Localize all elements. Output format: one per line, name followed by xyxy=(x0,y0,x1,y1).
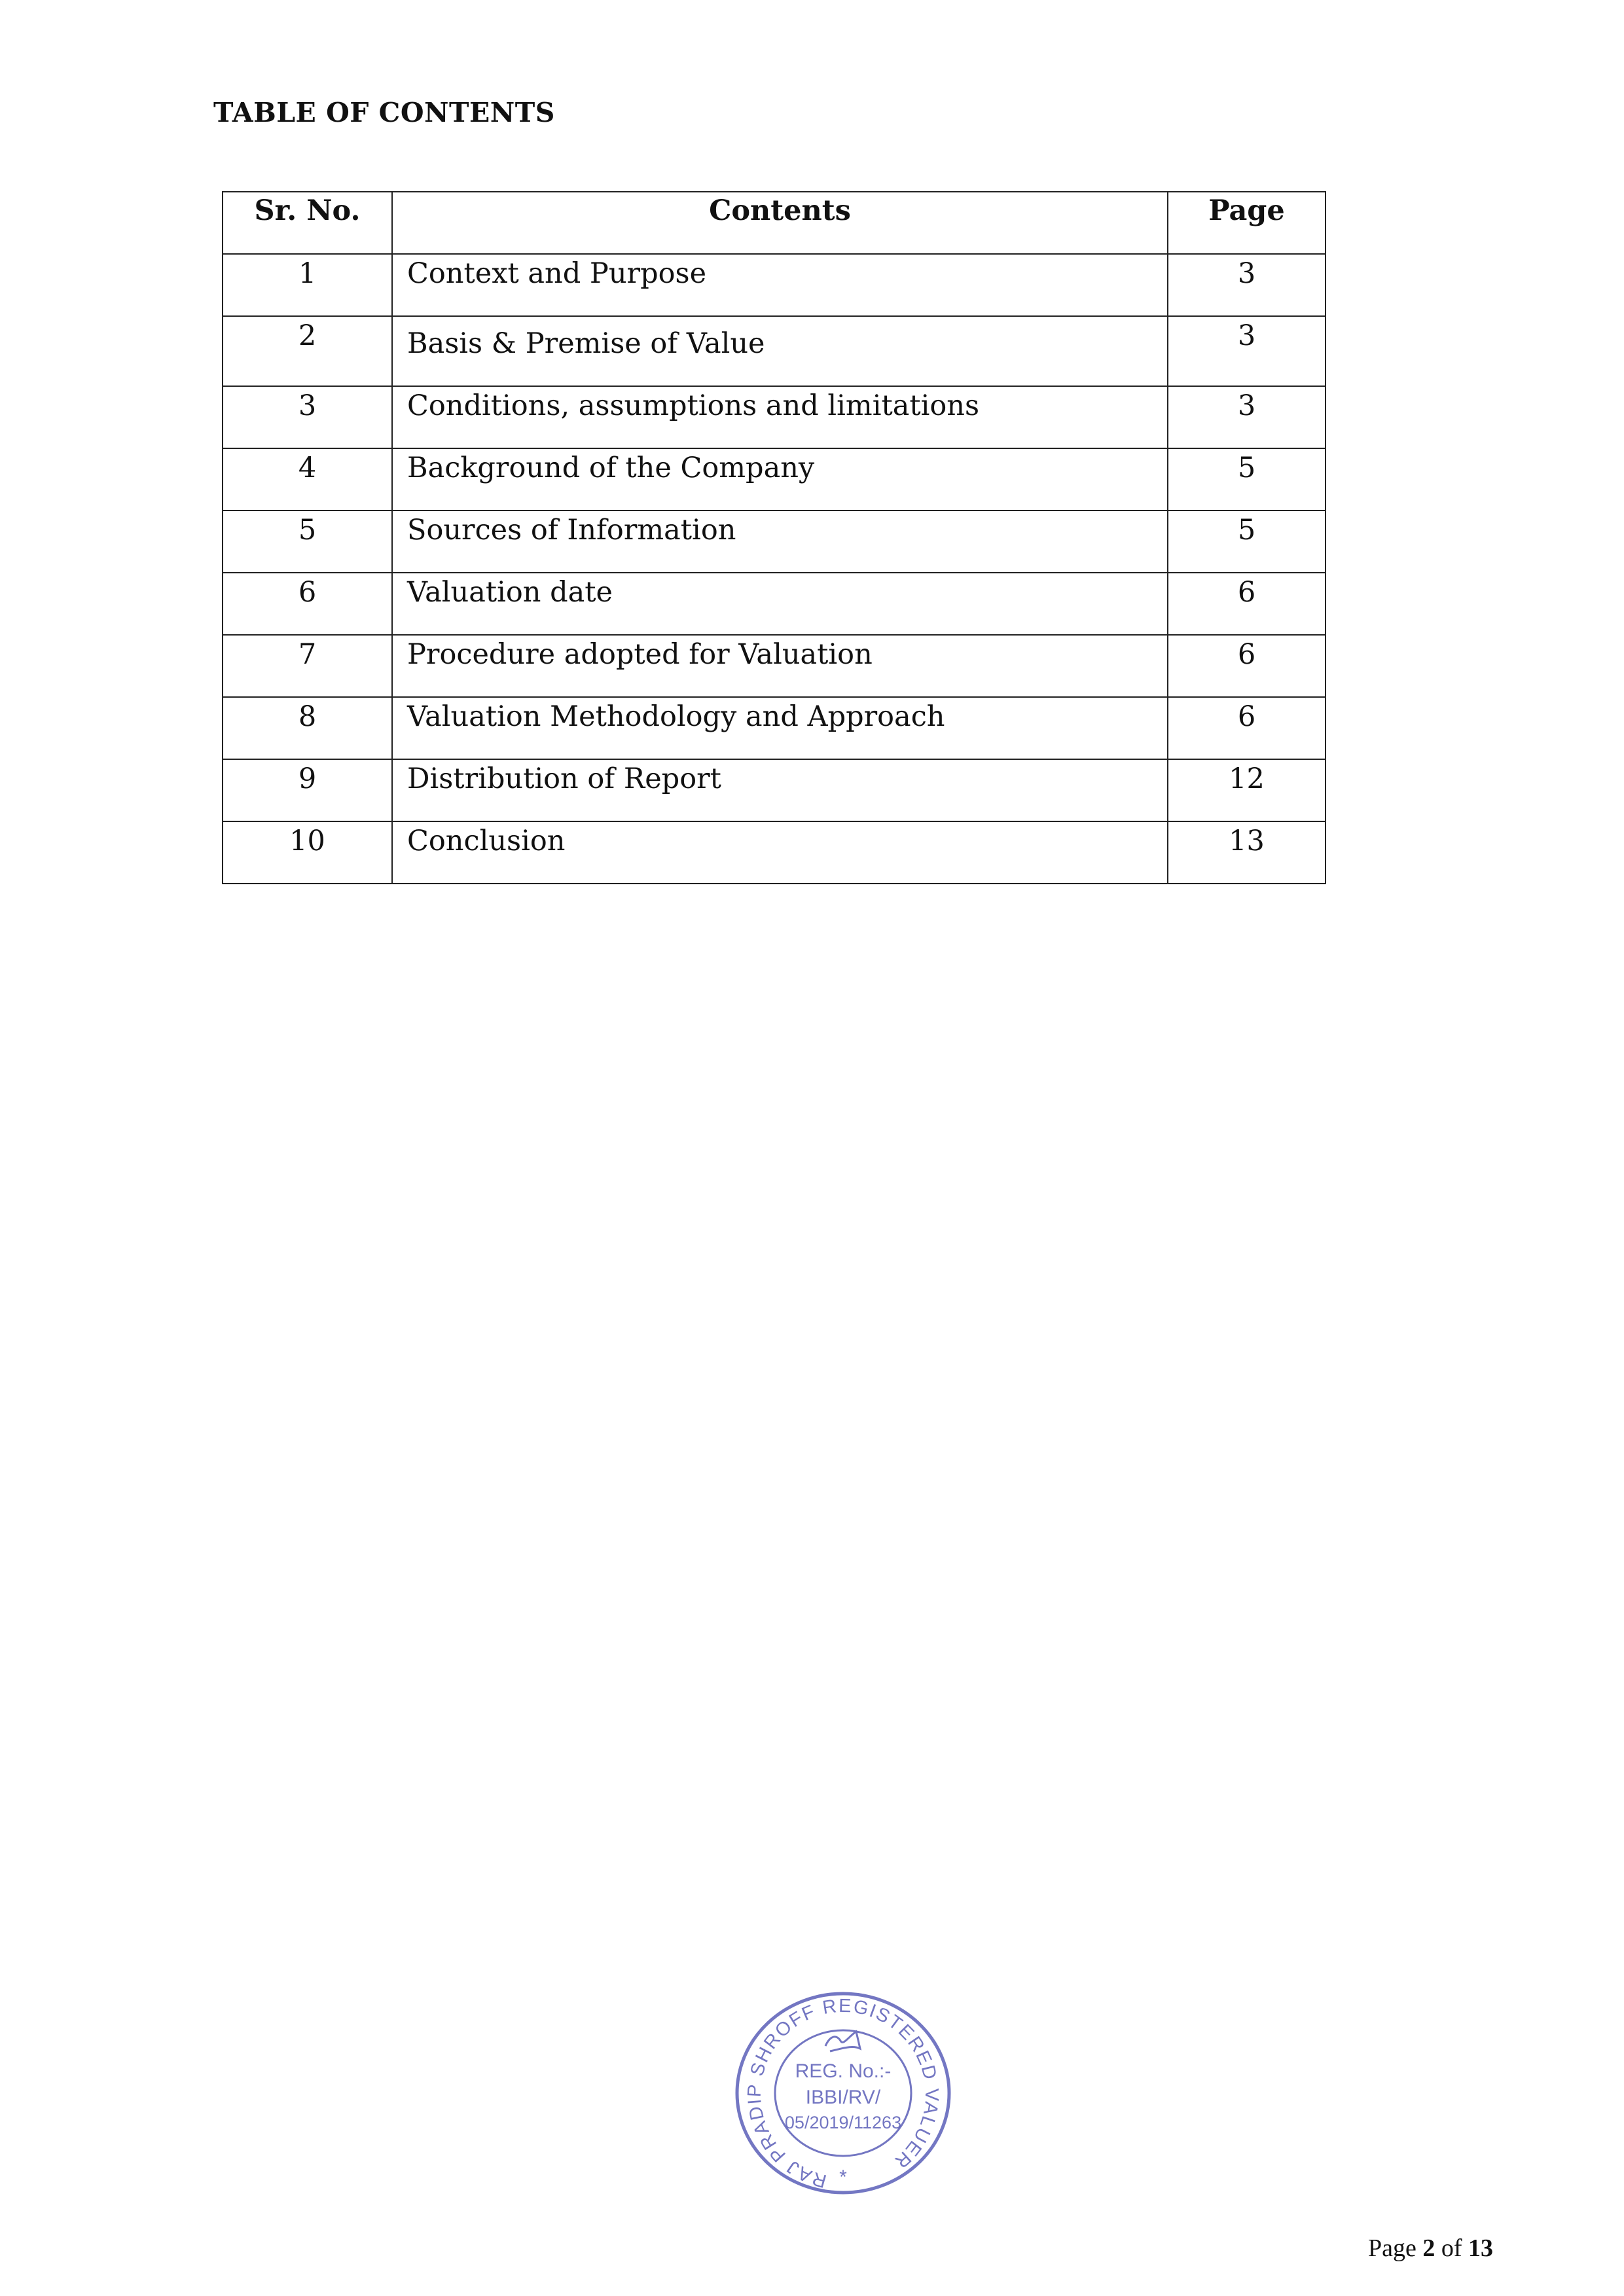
table-row xyxy=(223,316,1326,386)
contents-cell: Valuation Methodology and Approach xyxy=(392,697,1168,759)
contents-cell: Conditions, assumptions and limitations xyxy=(392,386,1168,448)
page-cell: 6 xyxy=(1168,573,1326,635)
page-cell: 3 xyxy=(1168,316,1326,386)
stamp-reg-line-2: 05/2019/11263 xyxy=(784,2113,902,2132)
stamp-reg-label: REG. No.:- xyxy=(795,2060,892,2082)
header-contents: Contents xyxy=(392,192,1168,254)
sr-no-cell: 2 xyxy=(223,316,392,386)
sr-no-cell: 3 xyxy=(223,386,392,448)
stamp-star: * xyxy=(839,2166,847,2188)
contents-cell: Background of the Company xyxy=(392,448,1168,511)
table-row xyxy=(223,386,1326,448)
contents-cell: Procedure adopted for Valuation xyxy=(392,635,1168,697)
sr-no-cell: 4 xyxy=(223,448,392,511)
page-cell: 3 xyxy=(1168,254,1326,316)
sr-no-cell: 9 xyxy=(223,759,392,821)
table-row xyxy=(223,759,1326,821)
page-cell: 6 xyxy=(1168,697,1326,759)
page-cell: 5 xyxy=(1168,511,1326,573)
footer-total-pages: 13 xyxy=(1468,2234,1494,2262)
header-sr-no: Sr. No. xyxy=(223,192,392,254)
contents-cell: Sources of Information xyxy=(392,511,1168,573)
sr-no-cell: 10 xyxy=(223,821,392,884)
page-cell: 3 xyxy=(1168,386,1326,448)
contents-cell: Distribution of Report xyxy=(392,759,1168,821)
toc-table xyxy=(222,191,1326,884)
page-cell: 6 xyxy=(1168,635,1326,697)
contents-cell: Conclusion xyxy=(392,821,1168,884)
contents-cell: Valuation date xyxy=(392,573,1168,635)
table-row xyxy=(223,573,1326,635)
contents-cell: Context and Purpose xyxy=(392,254,1168,316)
stamp-reg-line-1: IBBI/RV/ xyxy=(805,2087,881,2108)
page-number-footer xyxy=(1368,2234,1493,2263)
footer-prefix: Page xyxy=(1368,2234,1416,2262)
page-cell: 13 xyxy=(1168,821,1326,884)
table-row xyxy=(223,697,1326,759)
sr-no-cell: 7 xyxy=(223,635,392,697)
sr-no-cell: 5 xyxy=(223,511,392,573)
page-title: TABLE OF CONTENTS xyxy=(213,97,555,128)
contents-cell: Basis & Premise of Value xyxy=(392,316,1168,386)
signature-mark xyxy=(825,2032,860,2051)
page-cell: 5 xyxy=(1168,448,1326,511)
sr-no-cell: 1 xyxy=(223,254,392,316)
toc-header-row xyxy=(223,192,1326,254)
stamp-ring-text: RAJ PRADIP SHROFF REGISTERED VALUER xyxy=(744,1995,943,2192)
page-cell: 12 xyxy=(1168,759,1326,821)
sr-no-cell: 6 xyxy=(223,573,392,635)
footer-of: of xyxy=(1441,2234,1462,2262)
table-row xyxy=(223,635,1326,697)
sr-no-cell: 8 xyxy=(223,697,392,759)
table-row xyxy=(223,511,1326,573)
table-row xyxy=(223,448,1326,511)
footer-current-page: 2 xyxy=(1422,2234,1435,2262)
registered-valuer-stamp xyxy=(732,1988,954,2198)
table-row xyxy=(223,254,1326,316)
header-page: Page xyxy=(1168,192,1326,254)
table-row xyxy=(223,821,1326,884)
